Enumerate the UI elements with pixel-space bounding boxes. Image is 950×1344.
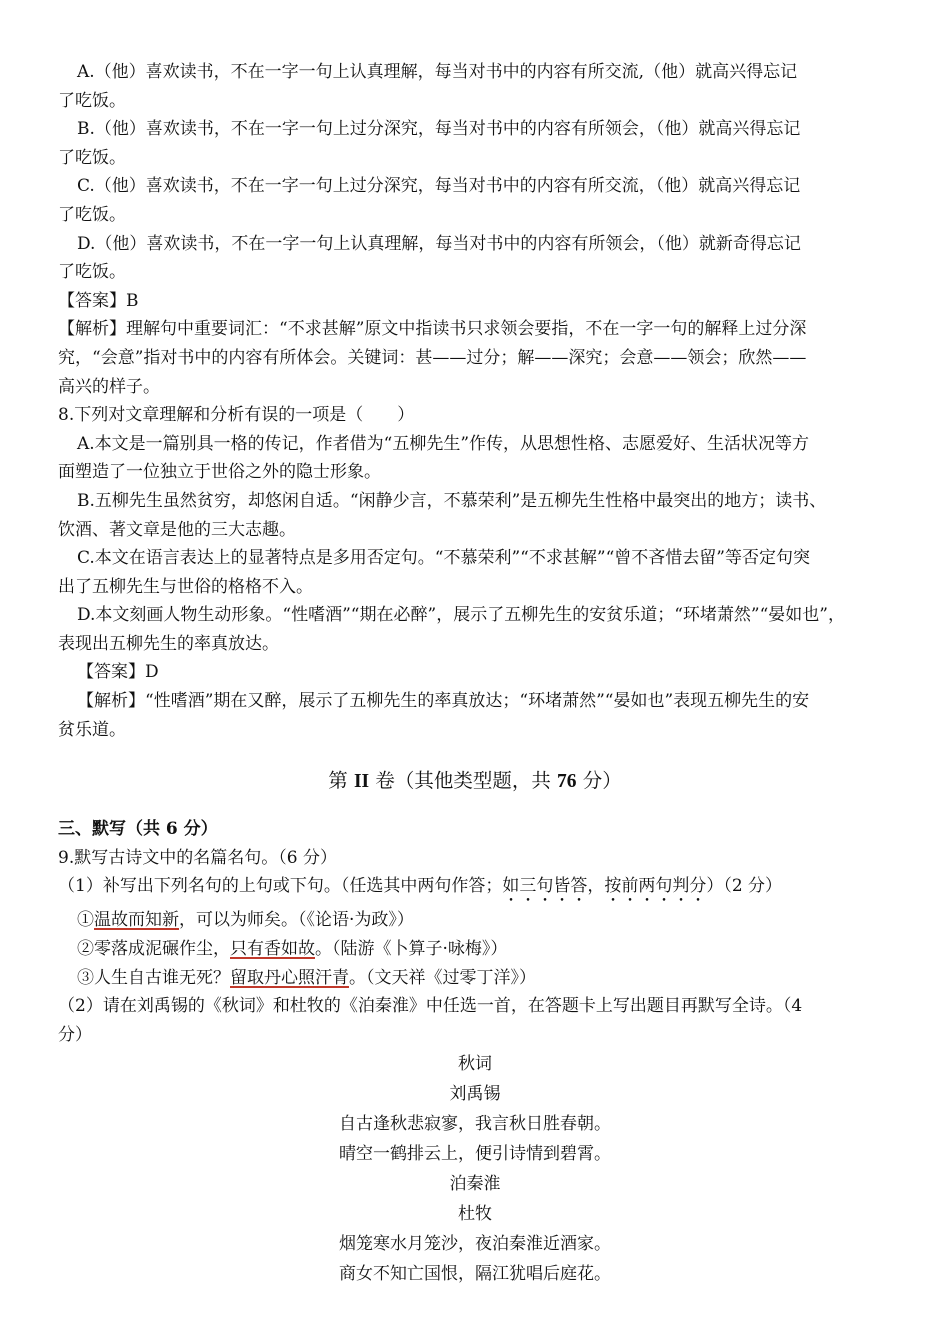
q7-option-c-line2: 了吃饭。 — [58, 204, 126, 225]
q7-option-b-line1: B.（他）喜欢读书，不在一字一句上过分深究，每当对书中的内容有所领会，（他）就高兴得忘记 — [77, 119, 801, 140]
q9-item1-rest: ，可以为师矣。（《论语·为政》） — [179, 910, 414, 931]
q9-item3-rest: 。（文天祥《过零丁洋》） — [349, 967, 536, 988]
poem2-line1: 烟笼寒水月笼沙，夜泊秦淮近酒家。 — [339, 1234, 611, 1255]
q7-analysis-line1: 【解析】理解句中重要词汇：“不求甚解”原文中指读书只求领会要指，不在一字一句的解释上过分深 — [58, 319, 807, 340]
exam-page — [58, 58, 892, 1289]
q9-item1-num: ① — [77, 910, 94, 931]
q7-option-a-line1: A.（他）喜欢读书，不在一字一句上认真理解，每当对书中的内容有所交流,（他）就高兴得忘记 — [77, 62, 798, 82]
q7-option-b-line2: 了吃饭。 — [58, 147, 126, 168]
q7-answer: 【答案】B — [58, 290, 139, 311]
q9-sub2-line2: 分） — [58, 1024, 92, 1045]
q9-sub1-pre: （1）补写出下列名句的上句或下句。（任选其中两句作答； — [58, 876, 503, 897]
q8-answer: 【答案】D — [77, 662, 159, 683]
q8-analysis-line1: 【解析】“性嗜酒”期在又醉，展示了五柳先生的率真放达；“环堵萧然”“晏如也”表现五柳先生的安 — [77, 691, 810, 712]
part2-title — [58, 766, 892, 797]
part2-title-num: 76 — [557, 771, 577, 793]
q9-sub1-emphasis: 如三句皆答，按前两句判分 — [502, 876, 707, 897]
q8-option-b-line2: 饮酒、著文章是他的三大志趣。 — [58, 519, 296, 540]
q7-option-d-line2: 了吃饭。 — [58, 262, 126, 283]
section3-heading: 三、默写（共 6 分） — [58, 819, 218, 840]
poem2-line2: 商女不知亡国恨，隔江犹唱后庭花。 — [339, 1264, 611, 1285]
q9-item3-pre: ③人生自古谁无死？ — [77, 967, 230, 988]
q9-sub1-post: ）（2 分） — [706, 876, 783, 897]
q8-stem: 8.下列对文章理解和分析有误的一项是（ ） — [58, 405, 415, 426]
q7-analysis-line3: 高兴的样子。 — [58, 376, 160, 397]
part2-title-post: 分） — [576, 769, 622, 793]
poem2-author: 杜牧 — [458, 1204, 492, 1225]
q9-sub1 — [58, 872, 892, 906]
q8-option-a-line1: A.本文是一篇别具一格的传记，作者借为“五柳先生”作传，从思想性格、志愿爱好、生活状况等方 — [77, 433, 810, 454]
q8-option-d-line1: D.本文刻画人物生动形象。“性嗜酒”“期在必醉”，展示了五柳先生的安贫乐道；“环堵萧然”“晏如也”， — [77, 605, 845, 626]
q8-option-c-line1: C.本文在语言表达上的显著特点是多用否定句。“不慕荣利”“不求甚解”“曾不吝惜去留”等否定句突 — [77, 548, 810, 569]
poem1-line2: 晴空一鹤排云上，便引诗情到碧霄。 — [339, 1144, 611, 1165]
q7-analysis-line2: 究，“会意”指对书中的内容有所体会。关键词：甚——过分；解——深究；会意——领会；欣然—— — [58, 347, 807, 368]
poem2-title: 泊秦淮 — [449, 1174, 501, 1195]
part2-title-mid: 卷（其他类型题，共 — [369, 769, 558, 793]
q7-option-d-line1: D.（他）喜欢读书，不在一字一句上认真理解，每当对书中的内容有所领会，（他）就新奇得忘记 — [77, 233, 801, 254]
q9-item2-rest: 。（陆游《卜算子·咏梅》） — [315, 939, 508, 960]
q9-sub2-line1: （2）请在刘禹锡的《秋词》和杜牧的《泊秦淮》中任选一首，在答题卡上写出题目再默写全诗。（4 — [58, 996, 803, 1017]
q8-option-a-line2: 面塑造了一位独立于世俗之外的隐士形象。 — [58, 462, 381, 483]
poem1-line1: 自古逢秋悲寂寥，我言秋日胜春朝。 — [339, 1114, 611, 1135]
q8-option-c-line2: 出了五柳先生与世俗的格格不入。 — [58, 576, 313, 597]
q8-option-d-line2: 表现出五柳先生的率真放达。 — [58, 633, 279, 654]
q9-item2-pre: ②零落成泥碾作尘， — [77, 939, 230, 960]
q9-item1 — [58, 906, 892, 935]
part2-title-roman: II — [353, 771, 370, 793]
q9-stem: 9.默写古诗文中的名篇名句。（6 分） — [58, 847, 337, 868]
q7-option-c-line1: C.（他）喜欢读书，不在一字一句上过分深究，每当对书中的内容有所交流，（他）就高兴得忘记 — [77, 176, 801, 197]
q9-item3 — [58, 964, 892, 993]
q9-item2 — [58, 935, 892, 964]
q8-analysis-line2: 贫乐道。 — [58, 719, 126, 740]
q9-item2-answer: 只有香如故 — [230, 939, 315, 960]
q9-item3-answer: 留取丹心照汗青 — [230, 967, 349, 988]
poem1-title: 秋词 — [458, 1054, 492, 1075]
q9-item1-answer: 温故而知新 — [94, 910, 179, 931]
poem1-author: 刘禹锡 — [449, 1084, 501, 1105]
poem-block — [58, 1049, 892, 1289]
q8-option-b-line1: B.五柳先生虽然贫穷，却悠闲自适。“闲静少言，不慕荣利”是五柳先生性格中最突出的地方；读书、 — [77, 490, 827, 511]
q7-option-a-line2: 了吃饭。 — [58, 90, 126, 111]
part2-title-pre: 第 — [328, 769, 354, 793]
